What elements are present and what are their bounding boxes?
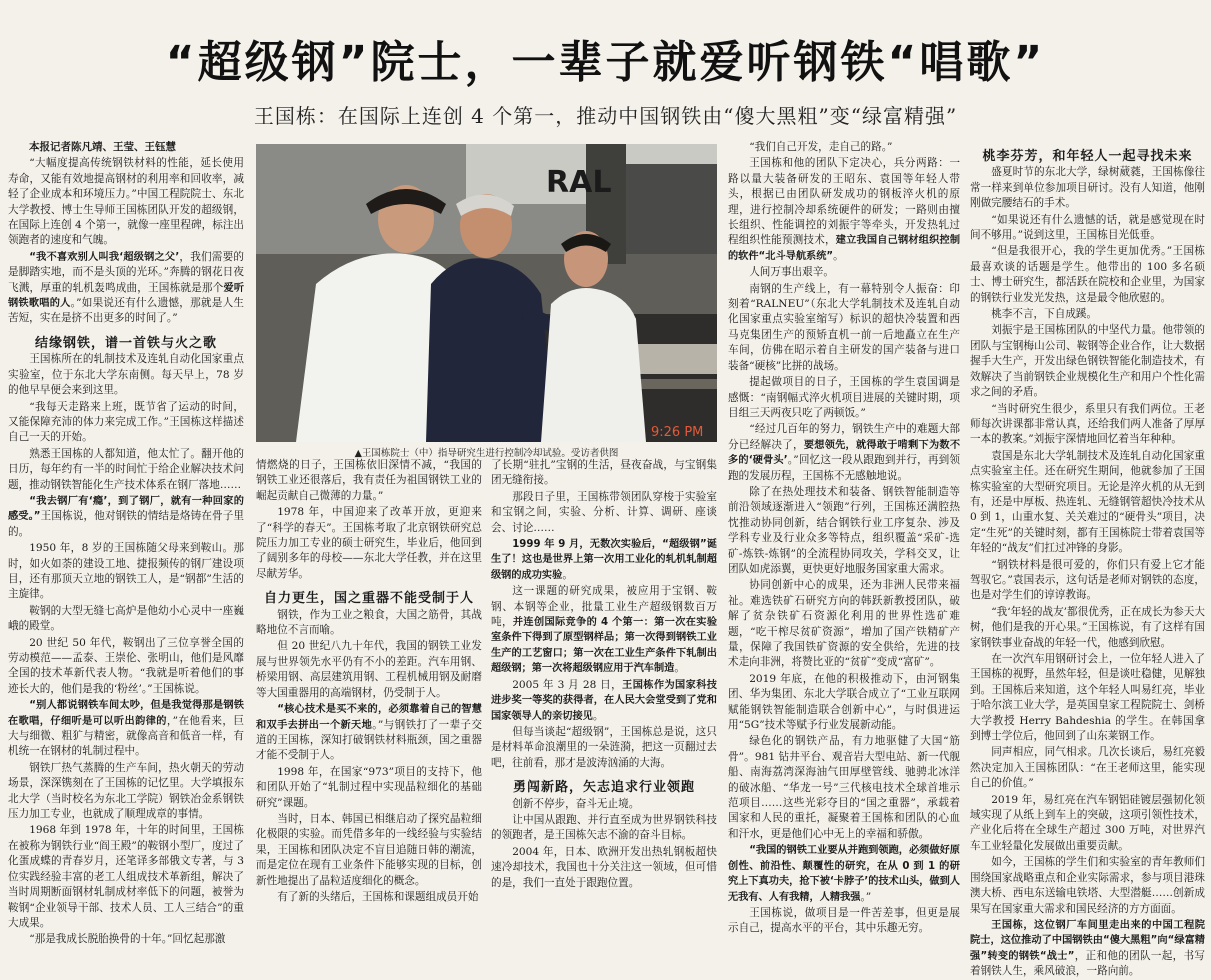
paragraph-text: 。”如果说还有什么遗憾，那就是人生苦短，实在是挤不出更多的时间了。” [8, 297, 244, 325]
paragraph: 2004 年，日本、欧洲开发出热轧钢板超快速冷却技术，我国也十分关注这一领域，但可惜的是，我们一直处于跟跑位置。 [491, 845, 717, 889]
bold-quote: 爱听钢铁歌唱的人 [8, 282, 245, 310]
bold-quote: “别人都说钢铁车间太吵，但是我觉得那是钢铁在歌唱，仔细听是可以听出韵律的 [8, 700, 244, 727]
paragraph-text: 。 [833, 249, 844, 262]
article-column-4 [728, 140, 961, 935]
paragraph [728, 843, 960, 905]
headline: “超级钢”院士，一辈子就爱听钢铁“唱歌” [165, 37, 1046, 88]
paragraph-text: 2005 年 3 月 28 日， [512, 678, 623, 691]
paragraph: “大幅度提高传统钢铁材料的性能，延长使用寿命，又能有效地提高钢材的利用率和回收率，减轻了企业成本和环境压力。”中国工程院院士、东北大学教授、博士生导师王国栋团队开发的超级钢，在国际上连创 4 个第一，就像一座里程碑，标注出领跑者的速度和气魄。 [8, 157, 244, 247]
section-heading: 桃李芬芳，和年轻人一起寻找未来 [982, 149, 1193, 164]
paragraph [491, 537, 717, 583]
paragraph-text: 。”回忆这一段从跟跑到并行，再到领跑的发展历程，王国栋不无感触地说。 [728, 454, 960, 482]
paragraph [728, 422, 960, 484]
paragraph [8, 494, 244, 540]
bold-quote: “核心技术是买不来的，必须靠着自己的智慧和双手去拼出一个新天地 [256, 704, 482, 731]
paragraph: 20 世纪 50 年代，鞍钢出了三位享誉全国的劳动模范——孟泰、王崇伦、张明山，他们是风靡全国的技术革新代表人物。“我就是听着他们的事迹长大的，他们是我的‘粉丝’。”王国栋说。 [8, 636, 244, 695]
paragraph [8, 250, 244, 327]
paragraph: 人间万事出艰辛。 [749, 266, 834, 279]
paragraph: 如今，王国栋的学生们和实验室的青年教师们围绕国家战略重点和企业实际需求，参与项目港珠澳大桥、西电东送输电铁塔、大型潜艇……创新成果写在国家重大需求和国民经济的方方面面。 [970, 856, 1205, 915]
paragraph: 1978 年，中国迎来了改革开放，更迎来了“科学的春天”。王国栋考取了北京钢铁研究总院压力加工专业的硕士研究生，毕业后，他回到了阔别多年的母校——东北大学任教，并在这里尽献芳华。 [256, 506, 482, 580]
paragraph: “那是我成长脱胎换骨的十年。”回忆起那激 [29, 933, 226, 946]
paragraph: 在一次汽车用钢研讨会上，一位年轻人进入了王国栋的视野，虽然年轻，但是谈吐稳健，见解独到。王国栋后来知道，这个年轻人叫易红亮，毕业于哈尔滨工业大学，是英国皇家工程院院士、剑桥大学教授 Herry Bahdeshia 的学生。在韩国拿到博士学位后，他回到了山东莱钢工作。 [970, 653, 1205, 743]
paragraph: 2019 年，易红亮在汽车钢铝硅镀层强韧化领域实现了从纸上到车上的突破，这项引领性技术，产业化后将在全球生产超过 300 万吨，对世界汽车工业轻量化发展做出重要贡献。 [970, 793, 1205, 852]
bold-quote: 建立我国自己钢材组织控制的软件“北斗导航系统” [728, 235, 961, 262]
bold-quote: “我去钢厂有‘瘾’，到了钢厂，就有一种回家的感受。” [8, 495, 244, 523]
paragraph-text: “经过几百年的努力，钢铁生产中的难题大部分已经解决了， [728, 423, 960, 451]
paragraph: “但是我很开心，我的学生更加优秀。”王国栋最喜欢谈的话题是学生。他带出的 100 多名硕士、博士研究生，都活跃在院校和企业里，为国家的钢铁行业发光发热，这是最令他欣慰的。 [970, 245, 1205, 304]
paragraph: 绿色化的钢铁产品，有力地驱健了大国“筋骨”。981 钻井平台、观音岩大型电站、新一代舰船、南海荔湾深海油气田厚壁管线、驰骋北冰洋的破冰船、“华龙一号”三代核电技术全球首堆示范项目……这些光彩夺目的“国之重器”，承载着国家和人民的重托，凝聚着王国栋和团队的心血和汗水，更是他们心中无上的幸福和骄傲。 [728, 735, 960, 840]
paragraph-text: 这一课题的研究成果，被应用于宝钢、鞍钢、本钢等企业，批量工业生产超级钢数百万吨， [491, 585, 717, 629]
paragraph: 让中国从跟跑、并行直至成为世界钢铁科技的领跑者，是王国栋矢志不渝的奋斗目标。 [491, 813, 717, 842]
paragraph: 鞍钢的大型无缝七高炉是他幼小心灵中一座巍峨的殿堂。 [8, 604, 244, 633]
photo-caption: ▲王国栋院士（中）指导研究生进行控制冷却试验。受访者供图 [354, 448, 619, 459]
paragraph: 当时，日本、韩国已相继启动了探究晶粒细化极限的实验。而凭借多年的一线经验与实验结果，王国栋和团队决定不盲目追随日韩的潮流，而是定位在现有工业条件下能够实现的目标，创新性地提出了晶粒适度细化的概念。 [256, 812, 482, 887]
paragraph: 同声相应，同气相求。几次长谈后，易红亮毅然决定加入王国栋团队：“在王老师这里，能实现自己的价值。” [970, 746, 1205, 790]
paragraph: 袁国是东北大学轧制技术及连轧自动化国家重点实验室主任。还在研究生期间，他就参加了王国栋实验室的大型研究项目。无论是淬火机的从无到有，还是中厚板、热连轧、无缝钢管超快冷技术从 0 到 1，山重水复、关关难过的“硬骨头”项目，决定“生死”的关键时刻，都有王国栋院士带着袁国等年轻的“战友”们扛过冲锋的身影。 [970, 449, 1205, 555]
paragraph-text: 王国栋和他的团队下定决心，兵分两路：一路以量大装备研发的王昭东、袁国等年轻人带头，根据已由团队研发成功的钢板淬火机的原理，进行控制冷却系统硬件的研发；一路则由擅长组织、性能调控的刘振宇等牵头，开发热轧过程组织性能预测技术， [728, 157, 960, 247]
bold-quote: “我不喜欢别人叫我‘超级钢之父’ [29, 251, 180, 263]
article-column-5 [970, 140, 1206, 978]
paragraph: 刘振宇是王国栋团队的中坚代力量。他带领的团队与宝钢梅山公司、鞍钢等企业合作，让大数据握手大生产，开发出绿色钢铁智能化制造技术，有效解决了当前钢铁企业规模化生产和用户个性化需求之间的矛盾。 [970, 324, 1205, 399]
paragraph [970, 918, 1205, 980]
paragraph-text: 。 [562, 568, 573, 581]
paragraph-text: 。” [860, 890, 872, 903]
bold-quote: 1999 年 9 月，无数次实验后，“超级钢”诞生了！这也是世界上第一次用工业化的轧机轧制超级钢的成功实验 [491, 539, 717, 581]
paragraph [256, 702, 482, 764]
paragraph-text: 。 [674, 662, 685, 675]
paragraph: 提起做项目的日子，王国栋的学生袁国调是感慨：“南钢幅式淬火机项目进展的关键时期，项目组三天两夜只吃了两顿饭。” [728, 376, 960, 419]
paragraph: 盛夏时节的东北大学，绿树葳蕤，王国栋像往常一样来到单位参加项目研讨。没有人知道，他刚刚做完腰结石的手术。 [970, 166, 1205, 210]
paragraph: 钢铁，作为工业之粮食，大国之筋骨，其战略地位不言而喻。 [256, 608, 482, 637]
paragraph: “当时研究生很少，系里只有我们两位。王老师每次讲课都非常认真，还给我们两人准备了厚厚一本的教案。”刘振宇深情地回忆着当年种种。 [970, 402, 1205, 446]
subheadline: 王国栋：在国际上连创 4 个第一，推动中国钢铁由“傻大黑粗”变“绿富精强” [253, 104, 958, 128]
paragraph: 情燃烧的日子，王国栋依旧深情不减，“我国的钢铁工业还很落后，我有责任为祖国钢铁工业的崛起贡献自己微薄的力量。” [256, 459, 482, 502]
paragraph: 桃李不言，下自成蹊。 [991, 308, 1098, 321]
paragraph: “钢铁材料是很可爱的，你们只有爱上它才能驾驭它。”袁国表示，这句话是老师对钢铁的态度，也是对学生们的谆谆教诲。 [970, 558, 1205, 602]
paragraph: “如果说还有什么遗憾的话，就是感觉现在时间不够用。”说到这里，王国栋目光低垂。 [970, 213, 1205, 242]
paragraph: 钢铁厂热气蒸腾的生产车间，热火朝天的劳动场景，深深镌刻在了王国栋的记忆里。大学填报东北大学（当时校名为东北工学院）钢铁冶金系钢铁压力加工专业，也就成了顺理成章的事情。 [8, 761, 244, 821]
bold-quote: “我国的钢铁工业要从并跑到领跑，必须做好原创性、前沿性、颠覆性的研究，在从 0 到 1 的研究上下真功夫，抢下被‘卡脖子’的技术山头，做到人无我有、人有我精，人精我强 [728, 845, 960, 903]
paragraph: 2019 年底，在他的积极推动下，由河钢集团、华为集团、东北大学联合成立了“工业互联网赋能钢铁智能制造联合创新中心”，与时俱进运用“5G”技术等赋予行业发展新动能。 [728, 672, 960, 732]
paragraph: 创新不停步，奋斗无止境。 [512, 797, 640, 810]
paragraph: 有了新的头绪后，王国栋和课题组成员开始 [277, 890, 479, 903]
section-heading: 结缘钢铁，谱一首铁与火之歌 [34, 335, 217, 351]
paragraph: 熟悉王国栋的人都知道，他太忙了。翻开他的日历，每年约有一半的时间忙于给企业解决技术问题，推动钢铁智能化生产技术体系在钢厂落地…… [8, 447, 244, 491]
bold-quote: 王国栋作为国家科技进步奖一等奖的获得者，在人民大会堂受到了党和国家领导人的亲切接见 [491, 679, 717, 722]
paragraph: 王国栋说，做项目是一件苦差事，但更是展示自己，提高水平的平台，其中乐趣无穷。 [728, 906, 960, 935]
paragraph: 王国栋所在的轧制技术及连轧自动化国家重点实验室，位于东北大学东南侧。每天早上，78 岁的他早早便会来到这里。 [8, 353, 244, 397]
section-heading: 自力更生，国之重器不能受制于人 [263, 591, 474, 607]
ral-sign: RAL [546, 165, 612, 200]
paragraph: 1998 年，在国家“973”项目的支持下，他和团队开始了“轧制过程中实现晶粒细化的基础研究”课题。 [256, 765, 482, 809]
article-column-1 [8, 140, 245, 946]
paragraph-text: 王国栋说，他对钢铁的情结是烙铸在骨子里的。 [8, 510, 244, 538]
paragraph: “我‘年轻的战友’都很优秀，正在成长为参天大树，他们是我的开心果。”王国栋说，有了这样有国家钢铁事业奋战的年轻一代，他感到欣慰。 [970, 605, 1205, 649]
paragraph: 南钢的生产线上，有一幕特别令人振奋：印刻着“RALNEU”（东北大学轧制技术及连轧自动化国家重点实验室缩写）标识的超快冷装置和西马克集团生产的预矫直机一前一后地矗立在生产车间，仿佛在昭示着自主研发的国产装备与进口装备“硬核”比拼的战场。 [728, 282, 960, 372]
paragraph-text: 。 [592, 709, 604, 722]
article-column-2 [256, 458, 482, 903]
paragraph: 但每当谈起“超级钢”，王国栋总是说，这只是材料革命浪潮里的一朵涟漪，把这一页翻过去吧，往前看，那才是波涛汹涌的大海。 [491, 725, 717, 769]
bold-quote: 要想领先，就得敢于啃剩下为数不多的‘硬骨头’ [728, 439, 961, 467]
paragraph [728, 156, 960, 264]
paragraph: 但 20 世纪八九十年代，我国的钢铁工业发展与世界领先水平仍有不小的差距。汽车用钢、桥梁用钢、高层建筑用钢、工程机械用钢及耐磨等大国重器用的高端钢材，仍受制于人。 [256, 640, 482, 699]
byline: 本报记者陈凡靖、王莹、王钰慧 [29, 141, 176, 153]
paragraph: “我每天走路来上班，既节省了运动的时间，又能保障充沛的体力来完成工作。”王国栋这样描述自己一天的开始。 [8, 400, 244, 444]
paragraph-text: ，正和他的团队一起，书写着钢铁人生，乘风破浪，一路向前。 [970, 949, 1206, 978]
paragraph-text: ，”在他看来，巨大与细微、粗犷与精密，就像高音和低音一样，有机统一在钢材的轧制过程中。 [8, 714, 244, 758]
paragraph-text: ，我们需要的是脚踏实地，而不是头顶的光环。”奔腾的钢花日夜飞溅，厚重的轧机轰鸣成曲，王国栋就是那个 [8, 250, 244, 294]
paragraph: 1950 年，8 岁的王国栋随父母来到鞍山。那时，如火如荼的建设工地、捷报频传的钢厂建设项目，还有那顶天立地的钢铁工人，是“钢都”生活的主旋律。 [8, 542, 244, 601]
bold-quote: 王国栋，这位钢厂车间里走出来的中国工程院院士，这位推动了中国钢铁由“傻大黑粗”向“绿富精强”转变的钢铁“战士” [970, 919, 1205, 962]
paragraph: 除了在热处理技术和装备、钢铁智能制造等前沿领域逐渐进入“领跑”行列，王国栋还满腔热忱推动协同创新，结合钢铁行业工序复杂、涉及学科专业及行业众多等特点，组织覆盖“采矿-选矿-炼铁-炼钢”的全流程协同攻关，学科交叉，让团队如虎添翼，更快更好地服务国家重大需求。 [728, 485, 960, 575]
lab-scene-illustration [256, 144, 717, 442]
paragraph: “我们自己开发，走自己的路。” [749, 141, 893, 153]
paragraph: 协同创新中心的成果，还为非洲人民带来福祉。难选铁矿石研究方向的韩跃新教授团队，破解了贫杂铁矿石资源化利用的世界性选矿难题，“吃干榨尽贫矿资源”，增加了国产铁精矿产量，保障了我国铁矿资源的安全供给，先进的技术走向非洲，将赞比亚的“贫矿”变成“富矿”。 [728, 579, 960, 669]
paragraph [491, 584, 717, 676]
article-column-3 [491, 458, 717, 895]
paragraph: 那段日子里，王国栋带领团队穿梭于实验室和宝钢之间，实验、分析、计算、调研、座谈会、讨论…… [491, 490, 717, 534]
bold-quote: 并连创国际竞争的 4 个第一：第一次在实验室条件下得到了原型钢样品；第一次得到钢铁工业生产的工艺窗口；第一次在工业生产条件下轧制出超级钢；第一次将超级钢应用于汽车制造 [491, 617, 718, 675]
section-heading: 勇闯新路，矢志追求行业领跑 [512, 780, 695, 796]
photo-timestamp: 9:26 PM [651, 425, 704, 440]
news-photo [256, 144, 717, 442]
paragraph: 1968 年到 1978 年，十年的时间里，王国栋在被称为钢铁行业“阎王殿”的鞍钢小型厂，度过了化蛋成蝶的青春岁月，还笔译多部俄文专著，与 3 位实践经验丰富的老工人组成技术革新组，解决了当时周期断面钢材轧制成材率低下的问题，被誉为鞍钢“企业领导干部、技术人员、工人三结合”的重大成果。 [8, 824, 244, 929]
paragraph [491, 678, 717, 724]
paragraph: 了长期“驻扎”宝钢的生活，昼夜奋战，与宝钢集团无缝衔接。 [491, 459, 717, 487]
paragraph-text: 。”与钢铁打了一辈子交道的王国栋，深知打破钢铁材料瓶颈，国之重器才能不受制于人。 [256, 718, 482, 762]
paragraph [8, 698, 244, 760]
